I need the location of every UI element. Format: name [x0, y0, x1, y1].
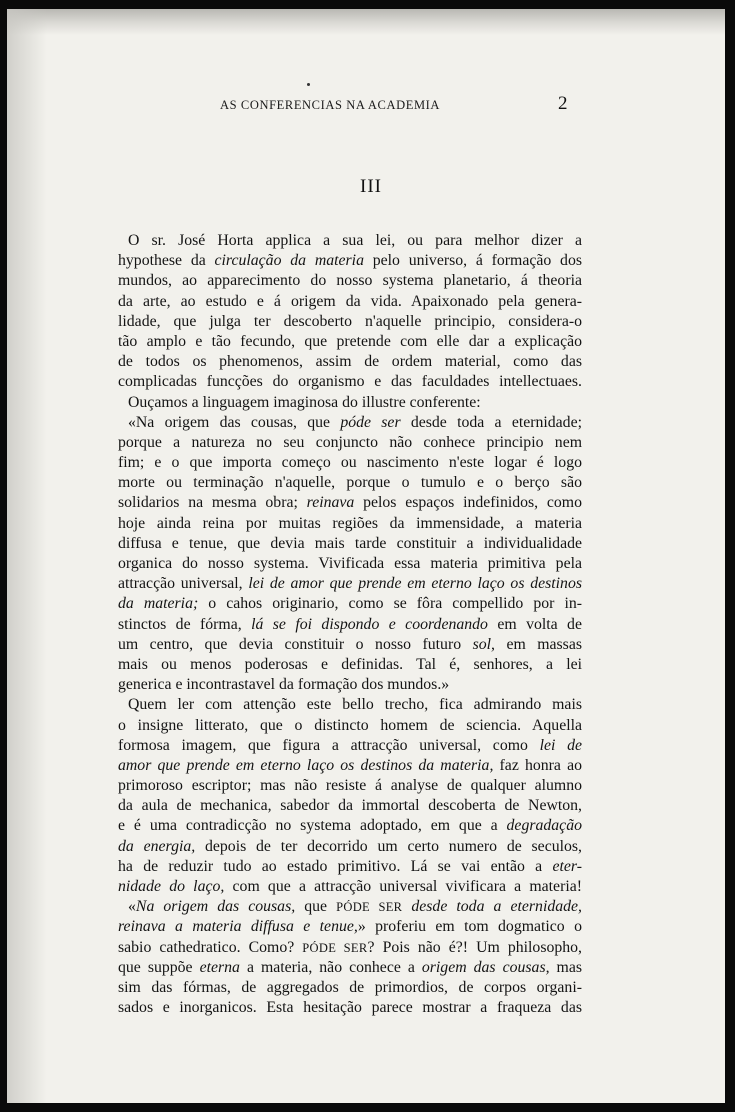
- page-number: 2: [558, 93, 568, 114]
- text-line: hypothese da circulação da materia pelo universo, á formação dos: [118, 252, 582, 270]
- text-line: Ouçamos a linguagem imaginosa do illustre conferente:: [128, 393, 481, 411]
- text-line: um centro, que devia constituir o nosso futuro sol, em massas: [118, 635, 582, 653]
- text-line: O sr. José Horta applica a sua lei, ou para melhor dizer a: [128, 232, 582, 249]
- text-line: «Na origem das cousas, que PÓDE SER desde toda a eternidade,: [128, 898, 582, 916]
- text-line: complicadas funcções do organismo e das faculdades intellectuaes.: [118, 373, 582, 391]
- text-line: attracção universal, lei de amor que prende em eterno laço os destinos: [118, 575, 582, 593]
- text-line: primoroso escriptor; mas não resiste á analyse de qualquer alumno: [118, 777, 582, 795]
- book-page: [7, 9, 725, 1103]
- text-line: sabio cathedratico. Como? PÓDE SER? Pois não é?! Um philosopho,: [118, 938, 583, 956]
- text-line: generica e incontrastavel da formação dos mundos.»: [118, 676, 450, 694]
- text-line: porque a natureza no seu conjuncto não conhece principio nem: [118, 433, 582, 451]
- text-line: nidade do laço, com que a attracção universal vivificara a materia!: [118, 878, 582, 895]
- text-line: ha de reduzir tudo ao estado primitivo. Lá se vai então a eter-: [118, 857, 582, 875]
- text-line: fim; e o que importa começo ou nascimento n'este logar é logo: [118, 454, 582, 472]
- running-title: AS CONFERENCIAS NA ACADEMIA: [220, 98, 441, 112]
- text-line: da aula de mechanica, sabedor da immortal descoberta de Newton,: [118, 797, 582, 815]
- chapter-heading: III: [360, 176, 382, 197]
- text-line: da materia; o cahos originario, como se fôra compellido por in-: [118, 595, 582, 613]
- text-line: lidade, que julga ter descoberto n'aquelle principio, considera-o: [118, 312, 582, 330]
- text-line: hoje ainda reina por muitas regiões da immensidade, a materia: [118, 514, 582, 532]
- text-line: organica do nosso systema. Vivificada essa materia primitiva pela: [118, 555, 582, 572]
- text-line: tão amplo e tão fecundo, que pretende com elle dar a explicação: [118, 332, 582, 350]
- text-line: sados e inorganicos. Esta hesitação parece mostrar a fraqueza das: [118, 999, 582, 1017]
- text-line: que suppõe eterna a materia, não conhece a origem das cousas, mas: [118, 958, 583, 976]
- text-line: mais ou menos poderosas e definidas. Tal é, senhores, a lei: [118, 655, 582, 673]
- text-line: diffusa e tenue, que devia mais tarde constituir a individualidade: [118, 534, 582, 552]
- text-line: stinctos de fórma, lá se foi dispondo e coordenando em volta de: [118, 615, 582, 633]
- text-line: formosa imagem, que figura a attracção universal, como lei de: [118, 736, 582, 754]
- text-line: sim das fórmas, de aggregados de primordios, de corpos organi-: [118, 978, 582, 996]
- text-line: reinava a materia diffusa e tenue,» proferiu em tom dogmatico o: [118, 918, 582, 936]
- text-line: «Na origem das cousas, que póde ser desde toda a eternidade;: [128, 413, 582, 431]
- text-line: solidarios na mesma obra; reinava pelos espaços indefinidos, como: [118, 494, 582, 512]
- text-line: Quem ler com attenção este bello trecho, fica admirando mais: [128, 696, 582, 714]
- text-line: morte ou terminação n'aquelle, porque o tumulo e o berço são: [118, 474, 582, 492]
- text-line: de todos os phenomenos, assim de ordem material, como das: [118, 353, 582, 371]
- text-line: o insigne litterato, que o distincto homem de sciencia. Aquella: [118, 716, 582, 734]
- text-line: e é uma contradicção no systema adoptado, em que a degradação: [118, 817, 582, 835]
- text-line: da arte, ao estudo e á origem da vida. Apaixonado pela genera-: [118, 292, 582, 310]
- body-text: [118, 231, 582, 1018]
- text-line: mundos, ao apparecimento do nosso systema planetario, á theoria: [118, 272, 582, 290]
- text-line: da energia, depois de ter decorrido um certo numero de seculos,: [118, 837, 582, 855]
- text-line: amor que prende em eterno laço os destinos da materia, faz honra ao: [118, 756, 582, 774]
- ink-mark: [307, 83, 310, 86]
